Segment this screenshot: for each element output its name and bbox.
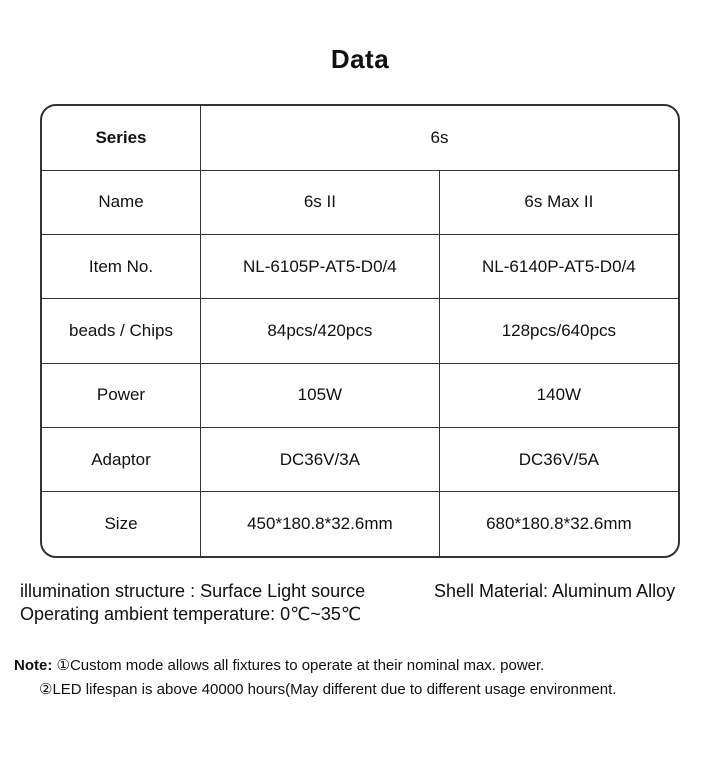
row-label: Size [42,492,201,556]
notes-block [14,654,616,702]
cell-model-a: NL-6105P-AT5-D0/4 [201,235,440,299]
note-label: Note: [14,657,53,674]
cell-model-b: NL-6140P-AT5-D0/4 [439,235,678,299]
table-row [42,492,678,556]
table-row [42,170,678,234]
shell-material: Shell Material: Aluminum Alloy [434,581,676,601]
table-row [42,363,678,427]
illumination-structure: illumination structure : Surface Light source [20,581,366,601]
table-row [42,427,678,491]
note-1: ①Custom mode allows all fixtures to operate at their nominal max. power. [56,657,545,674]
cell-model-b: 6s Max II [439,170,678,234]
cell-model-a: DC36V/3A [201,427,440,491]
cell-model-a: 84pcs/420pcs [201,299,440,363]
row-label: Power [42,363,201,427]
note-2: ②LED lifespan is above 40000 hours(May different due to different usage environment. [39,681,617,698]
cell-model-b: 140W [439,363,678,427]
spec-table [40,104,680,558]
cell-model-b: 128pcs/640pcs [439,299,678,363]
table-header-row [42,106,678,170]
note-line-1 [14,654,616,678]
cell-model-a: 105W [201,363,440,427]
cell-model-a: 6s II [201,170,440,234]
page-title: Data [330,44,390,74]
row-label: Name [42,170,201,234]
cell-model-b: DC36V/5A [439,427,678,491]
row-label: Item No. [42,235,201,299]
cell-model-b: 680*180.8*32.6mm [439,492,678,556]
series-value: 6s [201,106,679,170]
table-row [42,299,678,363]
table-row [42,235,678,299]
series-label: Series [42,106,201,170]
operating-temperature: Operating ambient temperature: 0℃~35℃ [20,604,362,624]
cell-model-a: 450*180.8*32.6mm [201,492,440,556]
row-label: Adaptor [42,427,201,491]
row-label: beads / Chips [42,299,201,363]
info-block [20,580,676,626]
